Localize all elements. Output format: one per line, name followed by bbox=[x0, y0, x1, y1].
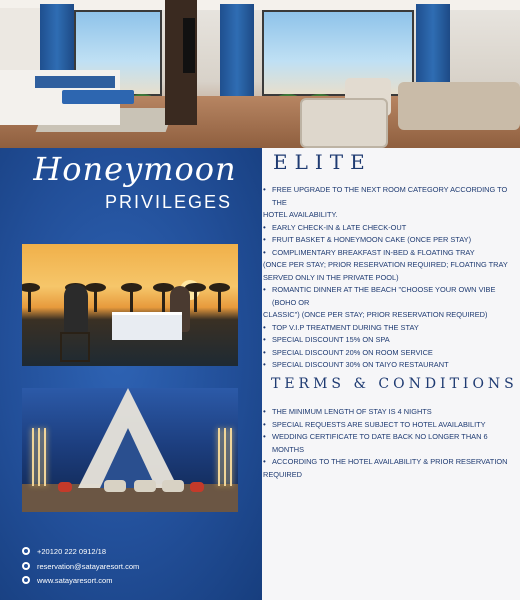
contact-website[interactable] bbox=[22, 573, 112, 587]
list-item: • COMPLIMENTARY BREAKFAST IN-BED & FLOATING TRAY bbox=[263, 247, 515, 260]
terms-list bbox=[263, 406, 517, 481]
beach-dinner-photo bbox=[22, 244, 238, 366]
list-item: • EARLY CHECK-IN & LATE CHECK-OUT bbox=[263, 222, 515, 235]
contact-phone-text: +20120 222 0912/18 bbox=[37, 546, 107, 556]
elite-heading: ELITE bbox=[273, 150, 372, 174]
brand-panel bbox=[0, 148, 262, 600]
phone-icon bbox=[22, 547, 30, 555]
list-item: • THE MINIMUM LENGTH OF STAY IS 4 NIGHTS bbox=[263, 406, 517, 419]
globe-icon bbox=[22, 576, 30, 584]
list-item: • FREE UPGRADE TO THE NEXT ROOM CATEGORY ACCORDING TO THE bbox=[263, 184, 515, 209]
terms-heading: TERMS & CONDITIONS bbox=[271, 376, 518, 392]
list-item: SERVED ONLY IN THE PRIVATE POOL) bbox=[263, 272, 399, 282]
list-item: • SPECIAL DISCOUNT 15% ON SPA bbox=[263, 334, 515, 347]
list-item: • ROMANTIC DINNER AT THE BEACH "CHOOSE YOUR OWN VIBE (BOHO OR bbox=[263, 284, 515, 309]
list-item: • SPECIAL DISCOUNT 30% ON TAIYO RESTAURANT bbox=[263, 359, 515, 372]
list-item: CLASSIC") (ONCE PER STAY; PRIOR RESERVATION REQUIRED) bbox=[263, 310, 488, 319]
list-item: • ACCORDING TO THE HOTEL AVAILABILITY & PRIOR RESERVATION bbox=[263, 456, 517, 469]
list-item: • WEDDING CERTIFICATE TO DATE BACK NO LONGER THAN 6 MONTHS bbox=[263, 431, 517, 456]
hotel-room-photo bbox=[0, 0, 520, 148]
email-icon bbox=[22, 562, 30, 570]
list-item: • SPECIAL REQUESTS ARE SUBJECT TO HOTEL AVAILABILITY bbox=[263, 419, 517, 432]
list-item: • FRUIT BASKET & HONEYMOON CAKE (ONCE PER STAY) bbox=[263, 234, 515, 247]
list-item: • SPECIAL DISCOUNT 20% ON ROOM SERVICE bbox=[263, 347, 515, 360]
contact-email-text[interactable]: reservation@satayaresort.com bbox=[37, 561, 140, 571]
list-item: REQUIRED bbox=[263, 469, 303, 479]
privileges-list bbox=[263, 184, 515, 372]
contact-email[interactable] bbox=[22, 559, 139, 573]
brand-caps-title: PRIVILEGES bbox=[104, 192, 232, 212]
beach-tent-photo bbox=[22, 388, 238, 512]
list-item: • TOP V.I.P TREATMENT DURING THE STAY bbox=[263, 322, 515, 335]
contact-website-text[interactable]: www.satayaresort.com bbox=[37, 575, 113, 585]
brand-script-title: Honeymoon bbox=[33, 150, 237, 188]
list-item: HOTEL AVAILABILITY. bbox=[263, 210, 338, 219]
contact-phone bbox=[22, 544, 106, 558]
list-item: (ONCE PER STAY; PRIOR RESERVATION REQUIRED; FLOATING TRAY bbox=[263, 260, 508, 269]
